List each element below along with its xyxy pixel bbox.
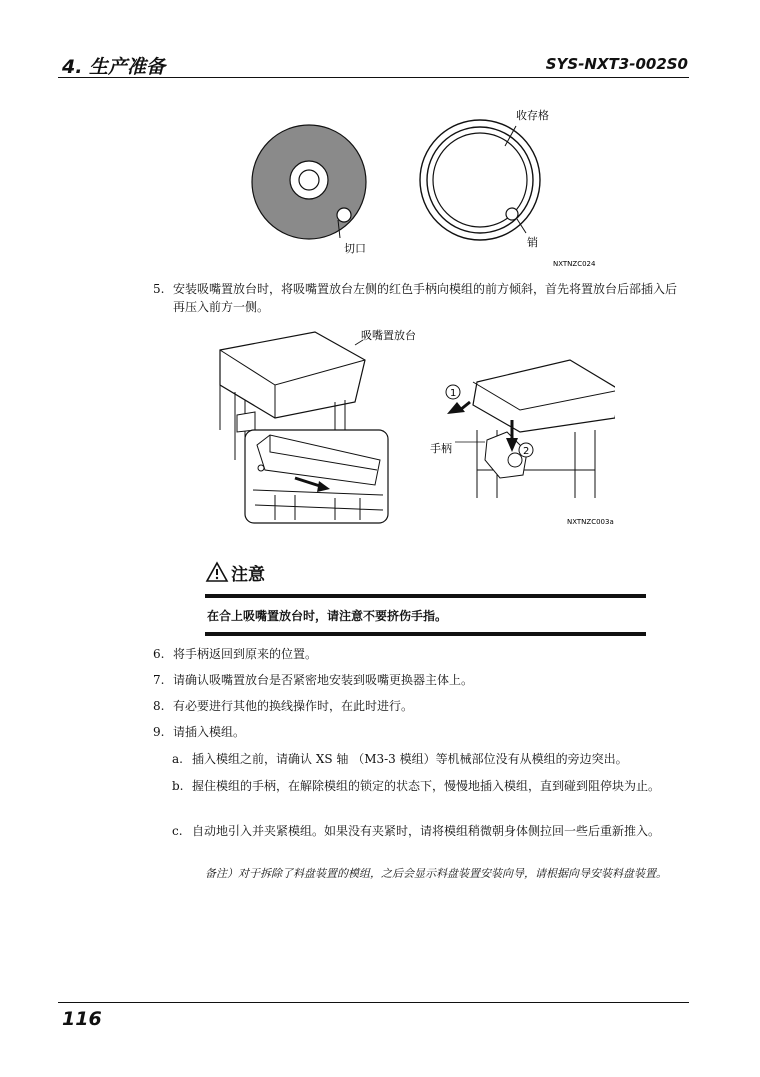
caution-title: 注意 (231, 564, 265, 585)
svg-text:2: 2 (523, 446, 530, 457)
section-title: 4. 生产准备 (62, 56, 166, 78)
substep-text: 握住模组的手柄，在解除模组的锁定的状态下，慢慢地插入模组，直到碰到阻停块为止。 (192, 779, 661, 793)
step-6 (153, 645, 693, 663)
substep-text: 自动地引入并夹紧模组。如果没有夹紧时，请将模组稍微朝身体侧拉回一些后重新推入。 (192, 824, 661, 838)
substep-letter: c. (172, 824, 183, 838)
step-5 (153, 280, 693, 316)
caution-text: 在合上吸嘴置放台时，请注意不要挤伤手指。 (207, 609, 448, 623)
step-text: 将手柄返回到原来的位置。 (173, 647, 318, 661)
step-8 (153, 697, 693, 715)
substep-letter: a. (172, 752, 183, 766)
caution-block (205, 557, 646, 623)
step-7 (153, 671, 693, 689)
figure2-code: NXTNZC003a (567, 518, 614, 526)
substep-a (172, 750, 692, 768)
step-text: 安装吸嘴置放台时，将吸嘴置放台左侧的红色手柄向模组的前方倾斜，首先将置放台后部插入后再压入前方一侧。 (173, 282, 678, 314)
step-number: 6. (153, 647, 165, 661)
step-number: 9. (153, 725, 165, 739)
handle-label: 手柄 (430, 442, 452, 455)
substep-letter: b. (172, 779, 184, 793)
substep-b (172, 777, 692, 795)
pin-label: 销 (527, 236, 538, 249)
install-nozzle-stand-figure (215, 320, 615, 530)
page-number: 116 (62, 1008, 102, 1030)
pin-mark (506, 208, 518, 220)
notch-mark (337, 208, 351, 222)
step-number: 5. (153, 282, 165, 296)
warning-triangle-icon (205, 561, 229, 583)
nozzle-storage-figure (240, 100, 600, 270)
nozzle-stand-left (220, 332, 365, 418)
substep-text: 插入模组之前，请确认 XS 轴 （M3-3 模组）等机械部位没有从模组的旁边突出。 (192, 752, 628, 766)
step-9 (153, 723, 693, 741)
storage-label: 收存格 (516, 109, 549, 122)
document-code: SYS-NXT3-002S0 (545, 55, 688, 73)
nozzle-stand-right (473, 360, 615, 432)
step-text: 请确认吸嘴置放台是否紧密地安装到吸嘴更换器主体上。 (173, 673, 474, 687)
step-text: 有必要进行其他的换线操作时，在此时进行。 (173, 699, 414, 713)
nozzle-stand-label: 吸嘴置放台 (361, 329, 416, 342)
notch-label: 切口 (344, 242, 366, 255)
header-rule (58, 77, 689, 78)
remark-note: 备注）对于拆除了料盘装置的模组，之后会显示料盘装置安装向导，请根据向导安装料盘装置。 (205, 867, 667, 880)
figure1-code: NXTNZC024 (553, 260, 596, 268)
substep-c (172, 822, 692, 840)
step-number: 7. (153, 673, 165, 687)
caution-box (205, 594, 646, 636)
svg-text:1: 1 (450, 388, 457, 399)
footer-rule (58, 1002, 689, 1003)
step-text: 请插入模组。 (173, 725, 246, 739)
step-number: 8. (153, 699, 165, 713)
